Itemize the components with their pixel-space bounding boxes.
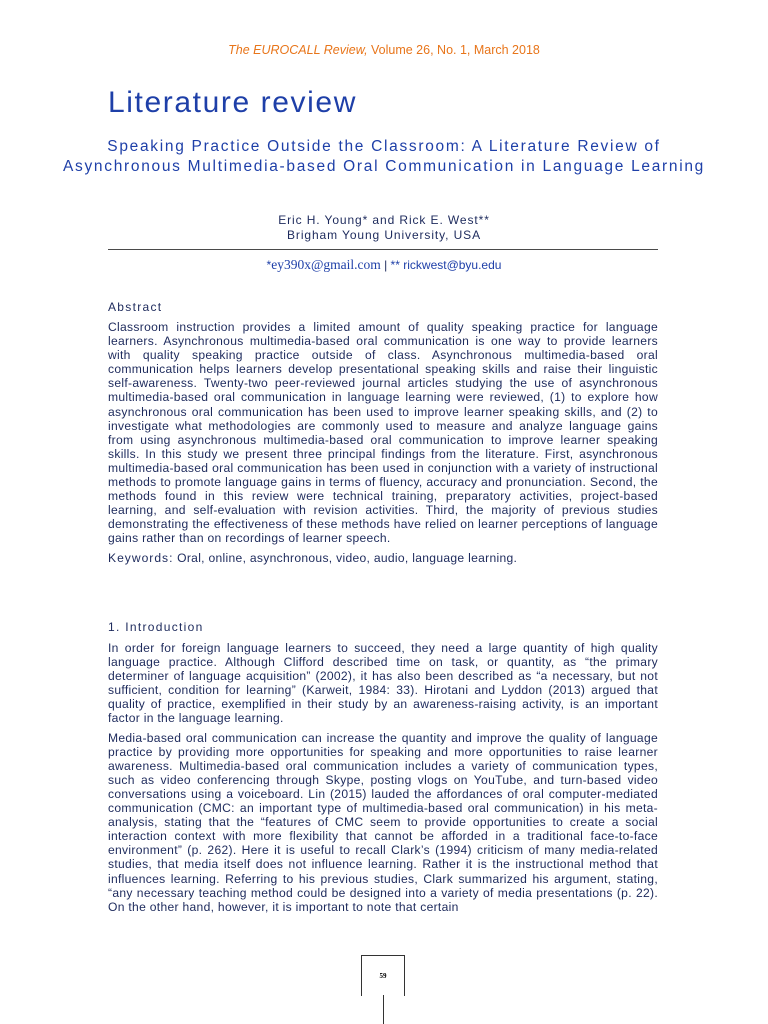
introduction-body bbox=[108, 641, 658, 919]
email2-prefix: ** bbox=[390, 258, 404, 272]
email1-prefix: * bbox=[266, 258, 272, 272]
introduction-heading: 1. Introduction bbox=[108, 620, 204, 634]
abstract-heading: Abstract bbox=[108, 300, 163, 314]
email-link-west[interactable]: rickwest@byu.edu bbox=[403, 258, 502, 272]
section-title: Literature review bbox=[108, 86, 357, 119]
page-number-line bbox=[383, 995, 384, 1024]
intro-paragraph-1: In order for foreign language learners to succeed, they need a large quantity of high quality language practice. Although Clifford described time on task, or quantity, as “the primary determiner of language acquisition” (2002), it has also been described as “a necessary, but not sufficient, condition for learning” (Karweit, 1984: 33). Hirotani and Lyddon (2013) argued that quality of practice, exemplified in their study by an awareness-raising activity, is an important factor in the language learning. bbox=[108, 641, 658, 726]
email-link-young[interactable]: ey390x@gmail.com bbox=[271, 257, 381, 272]
keywords-label: Keywords: bbox=[108, 550, 174, 565]
email-separator: | bbox=[380, 258, 391, 272]
intro-paragraph-2: Media-based oral communication can increase the quantity and improve the quality of language practice by providing more opportunities for speaking and more opportunities to raise learner awareness. Multimedia-based oral communication includes a variety of communication types, such as video conferencing through Skype, posting vlogs on YouTube, and turn-based video conversations using a voiceboard. Lin (2015) lauded the affordances of oral computer-mediated communication (CMC: an important type of multimedia-based oral communication) in his meta-analysis, stating that the “features of CMC seem to provide opportunities to create a social interaction context with more flexibility that cannot be afforded in a traditional face-to-face environment” (p. 262). Here it is useful to recall Clark’s (1994) criticism of many media-related studies, that media itself does not influence learning. Rather it is the instructional method that influences learning. Referring to his previous studies, Clark summarized his argument, stating, “any necessary teaching method could be designed into a variety of media presentations (p. 22). On the other hand, however, it is important to note that certain bbox=[108, 730, 658, 914]
author-affiliation: Brigham Young University, USA bbox=[287, 228, 481, 242]
abstract-body bbox=[108, 320, 658, 570]
paper-title: Speaking Practice Outside the Classroom: A Literature Review of Asynchronous Multimedia-based Oral Communication in Language Learning bbox=[62, 138, 705, 175]
page-number: 59 bbox=[379, 972, 387, 980]
journal-name: The EUROCALL Review, bbox=[228, 43, 368, 57]
keywords-text: Oral, online, asynchronous, video, audio, language learning. bbox=[173, 550, 518, 565]
journal-issue: Volume 26, No. 1, March 2018 bbox=[367, 43, 540, 57]
divider-line bbox=[108, 249, 658, 250]
keywords-line bbox=[108, 551, 658, 565]
contact-emails bbox=[0, 257, 768, 273]
journal-citation bbox=[0, 43, 768, 57]
author-block bbox=[0, 213, 768, 243]
page-number-box bbox=[361, 955, 405, 996]
author-names: Eric H. Young* and Rick E. West** bbox=[278, 213, 490, 227]
abstract-text: Classroom instruction provides a limited amount of quality speaking practice for language learners. Asynchronous multimedia-based oral communication is one way to provide learners with quality speaking practice outside of class. Asynchronous multimedia-based oral communication helps learners develop presentational speaking skills and raise their linguistic self-awareness. Twenty-two peer-reviewed journal articles studying the use of asynchronous multimedia-based oral communication in language learning were reviewed, (1) to explore how asynchronous oral communication has been used to improve learner speaking skills, and (2) to investigate what methodologies are commonly used to measure and analyze language gains from using asynchronous multimedia-based oral communication to improve learner speaking skills. In this study we present three principal findings from the literature. First, asynchronous multimedia-based oral communication has been used in conjunction with a variety of instructional methods to promote language gains in terms of fluency, accuracy and pronunciation. Second, the methods found in this review were technical training, preparatory activities, project-based learning, and self-evaluation with revision activities. Third, the majority of previous studies demonstrating the effectiveness of these methods have relied on learner perceptions of language gains rather than on recordings of learner speech. bbox=[108, 320, 658, 546]
